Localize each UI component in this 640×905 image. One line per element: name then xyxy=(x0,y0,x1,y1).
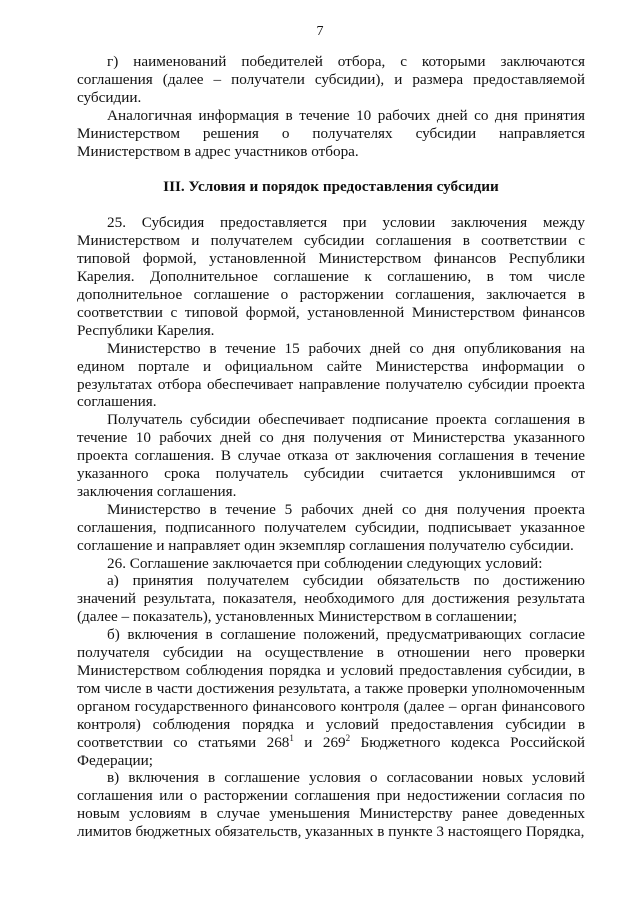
superscript-2: 2 xyxy=(345,732,351,743)
paragraph-26: 26. Соглашение заключается при соблюдении следующих условий: xyxy=(107,554,543,572)
paragraph-26b-text-end: Бюджетного кодекса Российской Федерации; xyxy=(77,733,585,769)
paragraph-ministry-5-days: Министерство в течение 5 рабочих дней со дня получения проекта соглашения, подписанного получателем субсидии, подписывает указанное соглашение и направляет один экземпляр соглашения получателю субсидии. xyxy=(77,500,585,554)
paragraph-26b xyxy=(77,626,585,769)
paragraph-ministry-15-days: Министерство в течение 15 рабочих дней со дня опубликования на едином портале и официальном сайте Министерства информации о результатах отбора обеспечивает направление получателю субсидии проекта соглашения. xyxy=(77,339,585,411)
paragraph-26b-text-middle: и 269 xyxy=(293,733,346,751)
section-heading: III. Условия и порядок предоставления субсидии xyxy=(163,178,499,196)
paragraph-26b-text-start: б) включения в соглашение положений, предусматривающих согласие получателя субсидии на осуществление в отношении него проверки Министерством соблюдения порядка и условий предоставления субсидии, в том числе в части достижения результата, а также проверки уполномоченным органом государственного финансового контроля (далее – орган финансового контроля) соблюдения порядка и условий предоставления субсидии в соответствии со статьями 268 xyxy=(77,626,585,751)
paragraph-g-winners: г) наименований победителей отбора, с которыми заключаются соглашения (далее – получатели субсидии), и размера предоставляемой субсидии. xyxy=(77,53,585,106)
paragraph-25: 25. Субсидия предоставляется при условии заключения между Министерством и получателем субсидии соглашения в соответствии с типовой формой, установленной Министерством финансов Республики Карелия. Дополнительное соглашение к соглашению, в том числе дополнительное соглашение о расторжении соглашения, заключается в соответствии с типовой формой, установленной Министерством финансов Республики Карелия. xyxy=(77,214,585,339)
paragraph-recipient-signing: Получатель субсидии обеспечивает подписание проекта соглашения в течение 10 рабочих дней со дня получения от Министерства указанного проекта соглашения. В случае отказа от заключения соглашения в течение указанного срока получатель субсидии считается уклонившимся от заключения соглашения. xyxy=(77,411,585,500)
paragraph-similar-info: Аналогичная информация в течение 10 рабочих дней со дня принятия Министерством решения о получателях субсидии направляется Министерством в адрес участников отбора. xyxy=(77,106,585,160)
page-content xyxy=(77,53,585,841)
paragraph-26a: а) принятия получателем субсидии обязательств по достижению значений результата, показателя, необходимого для достижения результата (далее – показатель), установленных Министерством в соглашении; xyxy=(77,572,585,626)
superscript-1: 1 xyxy=(289,732,294,743)
page-number: 7 xyxy=(316,24,324,39)
paragraph-26v: в) включения в соглашение условия о согласовании новых условий соглашения или о расторжении соглашения при недостижении согласия по новым условиям в случае уменьшения Министерству ранее доведенных лимитов бюджетных обязательств, указанных в пункте 3 настоящего Порядка, xyxy=(77,769,585,841)
